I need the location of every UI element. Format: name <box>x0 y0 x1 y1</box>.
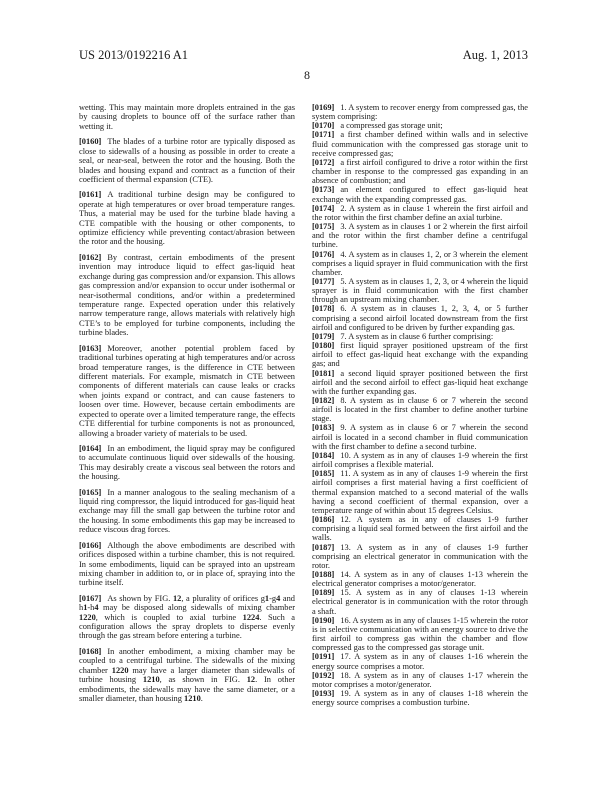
paragraph <box>312 304 528 331</box>
paragraph-text: A traditional turbine design may be configured to operate at high temperatures or over broad temperature ranges. Thus, a material may be used for the turbine blade having a CTE compatible with the housing or other components, to optimize efficiency while preventing contact/abrasion between the rotor and the housing. <box>79 190 295 247</box>
paragraph <box>312 341 528 368</box>
reference-numeral: 1 <box>83 603 88 613</box>
paragraph <box>79 103 295 131</box>
paragraph-number: [0185] <box>312 469 335 479</box>
paragraph-text: The blades of a turbine rotor are typically disposed as close to sidewalls of a housing as possible in order to create a seal, or near-seal, between the rotor and the housing. Both the blades and housing expand and contract as a function of their coefficient of thermal expansion (CTE). <box>79 137 295 184</box>
paragraph-text: -h <box>87 603 95 613</box>
paragraph <box>312 543 528 570</box>
paragraph-text: and h <box>79 593 295 613</box>
paragraph-text: a second liquid sprayer positioned between the first airfoil and the second airfoil to effect gas-liquid heat exchange with the further expanding gas. <box>312 368 528 396</box>
paragraph-text: In an embodiment, the liquid spray may be configured to accumulate continuous liquid over sidewalls of the housing. This may desirably create a viscous seal between the rotors and the housing. <box>79 443 295 482</box>
paragraph <box>312 121 528 130</box>
paragraph-number: [0160] <box>79 137 102 147</box>
paragraph-text: 14. A system as in any of clauses 1-13 wherein the electrical generator comprises a motor/generator. <box>312 569 528 589</box>
publication-number: US 2013/0192216 A1 <box>79 48 189 62</box>
paragraph-text: . <box>200 694 203 703</box>
paragraph-text: 11. A system as in any of clauses 1-9 wherein the first airfoil comprises a first material having a first coefficient of thermal expansion matched to a second material of the walls having a second coefficient of thermal expansion, over a temperature range of within about 15 degrees Celsius. <box>312 469 528 515</box>
paragraph <box>312 222 528 249</box>
paragraph-text: -g <box>269 593 277 603</box>
paragraph-text: 2. A system as in clause 1 wherein the first airfoil and the rotor within the first chamber define an axial turbine. <box>312 203 528 222</box>
paragraph <box>79 594 295 641</box>
paragraph <box>312 588 528 615</box>
paragraph <box>79 253 295 338</box>
paragraph <box>312 158 528 185</box>
paragraph-number: [0170] <box>312 121 335 131</box>
paragraph-text: . In other embodiments, the sidewalls may have the same diameter, or a smaller diameter, than housing <box>79 675 296 703</box>
paragraph-text: 3. A system as in clauses 1 or 2 wherein the first airfoil and the rotor within the first chamber define a centrifugal turbine. <box>312 222 528 250</box>
reference-numeral: 1220 <box>111 665 129 675</box>
paragraph-text: In another embodiment, a mixing chamber may be coupled to a centrifugal turbine. The sidewalls of the mixing chamber <box>79 646 295 675</box>
paragraph-text: may have a larger diameter than sidewalls of turbine housing <box>79 665 295 685</box>
paragraph-text: , which is coupled to axial turbine <box>95 612 243 622</box>
paragraph-number: [0186] <box>312 515 335 525</box>
left-text-column <box>79 103 295 709</box>
paragraph-text: 16. A system as in any of clauses 1-15 wherein the rotor is in selective communication with an energy source to drive the first airfoil to compress gas within the chamber and flow compressed gas to the compressed gas storage unit. <box>312 615 528 653</box>
paragraph-text: As shown by FIG. <box>107 593 173 603</box>
paragraph <box>312 332 528 341</box>
paragraph <box>79 488 295 535</box>
paragraph-number: [0183] <box>312 423 335 433</box>
paragraph-text: . Such a configuration allows the spray droplets to disperse evenly through the gas stream before entering a turbine. <box>79 612 296 641</box>
paragraph-number: [0166] <box>79 540 102 550</box>
paragraph-text: 6. A system as in clauses 1, 2, 3, 4, or 5 further comprising a second airfoil located downstream from the first airfoil and configured to be driven by further expanding gas. <box>312 304 528 332</box>
reference-numeral: 1220 <box>79 612 96 622</box>
paragraph-number: [0163] <box>79 343 102 353</box>
paragraph-text: 7. A system as in clause 6 further comprising: <box>340 331 494 341</box>
paragraph-number: [0162] <box>79 252 102 262</box>
paragraph <box>79 190 295 247</box>
paragraph <box>312 451 528 469</box>
paragraph <box>312 277 528 304</box>
paragraph-text: first liquid sprayer positioned upstream of the first airfoil to effect gas-liquid heat exchange with the expanding gas; and <box>312 341 528 369</box>
paragraph-text: 17. A system as in any of clauses 1-16 wherein the energy source comprises a motor. <box>312 652 528 671</box>
paragraph-text: may be disposed along sidewalls of mixing chamber <box>98 603 295 613</box>
publication-date: Aug. 1, 2013 <box>462 48 528 62</box>
paragraph-text: 12. A system as in any of clauses 1-9 further comprising a liquid seal formed between the first airfoil and the walls. <box>312 515 528 543</box>
paragraph-text: By contrast, certain embodiments of the present invention may introduce liquid to effect gas-liquid heat exchange during gas compression and/or expansion. This allows gas compression and/or expansion to occur under isothermal or near-isothermal conditions, and/or within a predetermined temperature range. Expected operation under this relatively narrow temperature range, allows materials with relatively high CTE’s to be employed for turbine components, including the turbine blades. <box>79 252 295 338</box>
paragraph-text: 13. A system as in any of clauses 1-9 further comprising an electrical generator in communication with the rotor. <box>312 542 528 570</box>
reference-numeral: 1210 <box>184 694 201 703</box>
paragraph-text: Moreover, another potential problem faced by traditional turbines operating at high temperatures and/or across broad temperature ranges, is the difference in CTE between different materials. For example, mismatch in CTE between components of different materials can cause leaks or cracks when joints expand or contract, and can cause fasteners to loosen over time. However, because certain embodiments are expected to operate over a limited temperature range, the effects CTE differential for turbine components is not as pronounced, allowing a broader variety of materials to be used. <box>79 343 295 438</box>
paragraph-text: In a manner analogous to the sealing mechanism of a liquid ring compressor, the liquid introduced for gas-liquid heat exchange may fill the small gap between the turbine rotor and the housing. In some embodiments this gap may be increased to reduce viscous drag forces. <box>79 487 295 535</box>
paragraph-text: 8. A system as in clause 6 or 7 wherein the second airfoil is located in the first chamber to define another turbine stage. <box>312 396 528 424</box>
paragraph-number: [0161] <box>79 190 102 200</box>
paragraph-number: [0191] <box>312 652 335 662</box>
paragraph <box>79 344 295 439</box>
paragraph-text: a first airfoil configured to drive a rotor within the first chamber in response to the compressed gas expanding in an absence of combustion; and <box>312 157 528 186</box>
reference-numeral: 1 <box>264 593 270 603</box>
paragraph-number: [0172] <box>312 157 335 167</box>
paragraph-text: an element configured to effect gas-liquid heat exchange with the expanding compressed gas. <box>312 185 528 204</box>
paragraph <box>312 616 528 653</box>
paragraph <box>312 570 528 588</box>
reference-numeral: 12 <box>246 675 256 685</box>
paragraph <box>312 204 528 222</box>
paragraph-text: 5. A system as in clauses 1, 2, 3, or 4 wherein the liquid sprayer is in fluid communication with the first chamber through an upstream mixing chamber. <box>312 276 528 305</box>
paragraph-text: Although the above embodiments are described with orifices disposed within a turbine chamber, this is not required. In some embodiments, liquid can be sprayed into an upstream mixing chamber in addition to, or in place of, spraying into the turbine itself. <box>79 540 295 588</box>
paragraph-number: [0171] <box>312 130 335 140</box>
paragraph-number: [0177] <box>312 276 335 286</box>
paragraph-number: [0173] <box>312 185 335 195</box>
paragraph-number: [0184] <box>312 450 335 460</box>
paragraph <box>312 469 528 515</box>
reference-numeral: 4 <box>276 593 281 603</box>
paragraph-number: [0179] <box>312 331 335 341</box>
paragraph <box>312 130 528 157</box>
paragraph-number: [0178] <box>312 304 335 314</box>
paragraph <box>312 515 528 542</box>
paragraph <box>312 396 528 423</box>
paragraph-text: 15. A system as in any of clauses 1-13 wherein electrical generator is in communication with the rotor through a shaft. <box>312 588 528 616</box>
paragraph-number: [0188] <box>312 569 335 579</box>
paragraph-number: [0168] <box>79 646 102 656</box>
paragraph <box>312 423 528 450</box>
reference-numeral: 4 <box>94 603 99 613</box>
paragraph-number: [0187] <box>312 542 335 552</box>
paragraph-number: [0175] <box>312 222 335 232</box>
paragraph-number: [0167] <box>79 593 102 603</box>
paragraph-number: [0169] <box>312 103 335 112</box>
paragraph-number: [0180] <box>312 341 335 351</box>
paragraph-number: [0174] <box>312 203 335 213</box>
paragraph-text: a compressed gas storage unit; <box>340 121 443 131</box>
paragraph-number: [0182] <box>312 396 335 405</box>
paragraph <box>312 671 528 689</box>
paragraph-text: wetting. This may maintain more droplets entrained in the gas by causing droplets to bounce off of the surface rather than wetting it. <box>79 103 295 131</box>
paragraph-number: [0176] <box>312 249 335 259</box>
right-text-column <box>312 103 528 707</box>
paragraph <box>312 103 528 121</box>
paragraph <box>79 647 295 704</box>
paragraph <box>312 185 528 203</box>
paragraph-text: 19. A system as in any of clauses 1-18 wherein the energy source comprises a combustion turbine. <box>312 689 528 708</box>
paragraph <box>312 652 528 670</box>
paragraph-text: , a plurality of orifices g <box>181 593 265 603</box>
paragraph <box>79 444 295 482</box>
paragraph-text: 18. A system as in any of clauses 1-17 wherein the motor comprises a motor/generator. <box>312 670 528 689</box>
paragraph-text: 10. A system as in any of clauses 1-9 wherein the first airfoil comprises a flexible material. <box>312 450 528 470</box>
paragraph-number: [0190] <box>312 615 335 625</box>
paragraph-text: , as shown in FIG. <box>159 675 247 685</box>
paragraph <box>312 250 528 277</box>
paragraph-number: [0164] <box>79 443 102 453</box>
paragraph <box>312 369 528 396</box>
paragraph-text: 1. A system to recover energy from compressed gas, the system comprising: <box>312 103 528 122</box>
paragraph-text: a first chamber defined within walls and in selective fluid communication with the compressed gas storage unit to receive compressed gas; <box>312 130 528 158</box>
paragraph-text: 9. A system as in clause 6 or 7 wherein the second airfoil is located in a second chamber in fluid communication with the first chamber to define a second turbine. <box>312 423 528 451</box>
reference-numeral: 12 <box>172 593 182 603</box>
paragraph-number: [0165] <box>79 487 102 497</box>
paragraph-number: [0181] <box>312 368 335 378</box>
paragraph <box>79 541 295 588</box>
paragraph-number: [0189] <box>312 588 335 598</box>
paragraph <box>312 689 528 707</box>
paragraph-number: [0192] <box>312 670 335 680</box>
paragraph-number: [0193] <box>312 689 335 698</box>
reference-numeral: 1224 <box>242 612 260 622</box>
paragraph <box>79 137 295 184</box>
reference-numeral: 1210 <box>142 675 160 685</box>
page-number: 8 <box>304 68 310 82</box>
paragraph-text: 4. A system as in clauses 1, 2, or 3 wherein the element comprises a liquid sprayer in fluid communication with the first chamber. <box>312 249 528 277</box>
